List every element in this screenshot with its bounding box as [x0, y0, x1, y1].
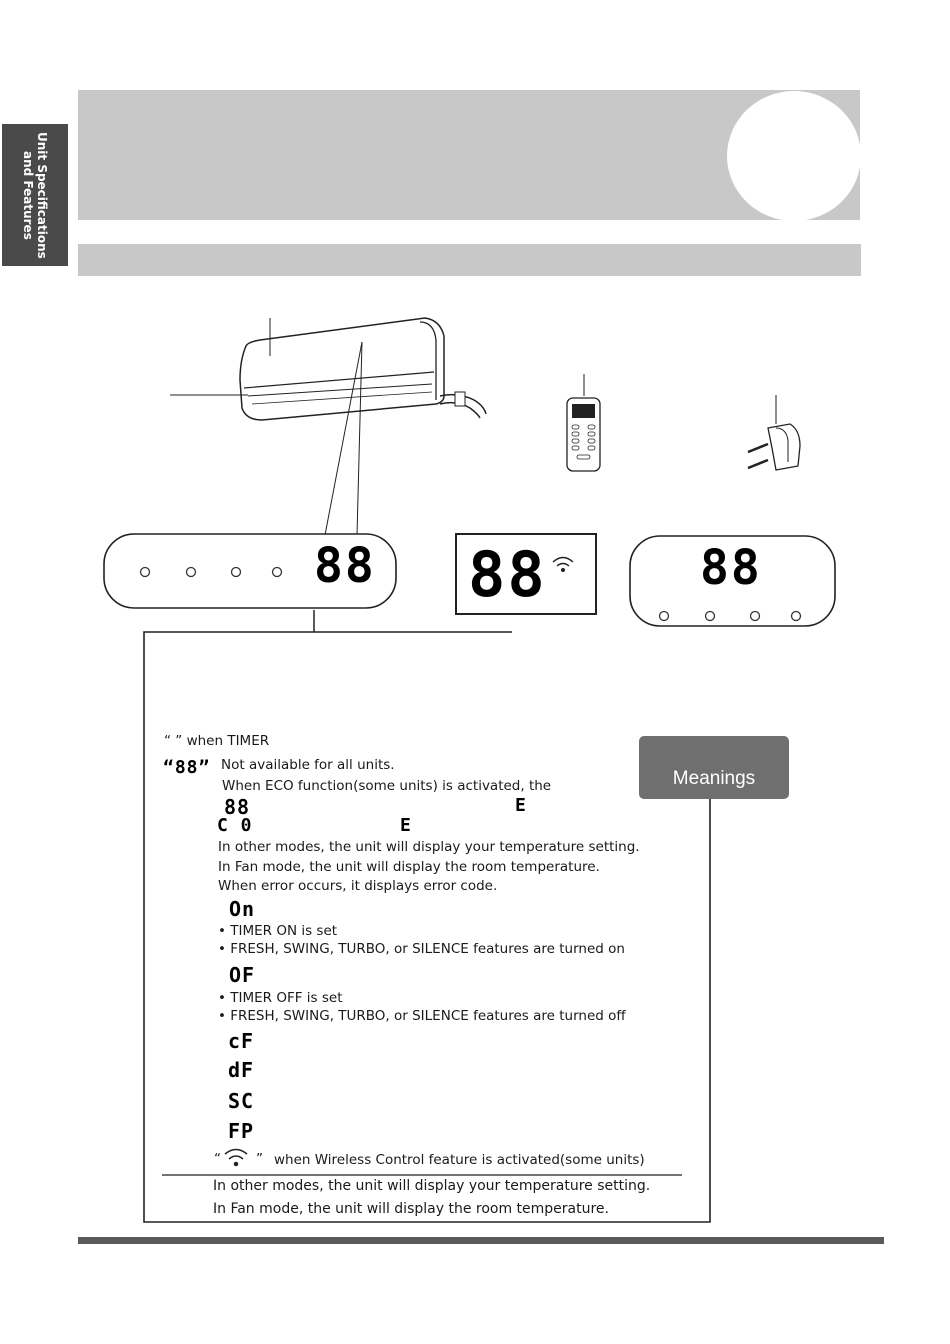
bottom-fan-mode-text: In Fan mode, the unit will display the room temperature. [213, 1201, 609, 1217]
timer-off-text: • TIMER OFF is set [218, 990, 343, 1006]
wifi-quote-close: ” [256, 1151, 263, 1167]
code-on: On [229, 897, 256, 921]
wifi-code: “88” [163, 757, 211, 778]
eco-code-1: 88 [224, 795, 251, 819]
features-off-text: • FRESH, SWING, TURBO, or SILENCE features are turned off [218, 1008, 626, 1024]
wifi-line-text: when Wireless Control feature is activated(some units) [274, 1152, 645, 1168]
error-code-text: When error occurs, it displays error code. [218, 878, 498, 894]
eco-code-e1: E [515, 795, 527, 816]
eco-code-2: C 0 [217, 815, 253, 836]
code-df: dF [228, 1058, 255, 1082]
code-of: OF [229, 963, 256, 987]
code-fp: FP [228, 1119, 255, 1143]
wifi-quote-open: “ [214, 1151, 221, 1167]
eco-line: When ECO function(some units) is activated, the [222, 778, 552, 794]
code-cf: cF [228, 1029, 255, 1053]
footer-bar [78, 1237, 884, 1244]
side-tab-label: Unit Specifications and Features [21, 131, 49, 259]
code-sc: SC [228, 1089, 255, 1113]
timer-quote-line: “ ” when TIMER [164, 733, 270, 749]
center-panel-display: 88 [468, 538, 547, 611]
meanings-badge: Meanings [639, 736, 789, 799]
features-on-text: • FRESH, SWING, TURBO, or SILENCE features are turned on [218, 941, 625, 957]
timer-on-text: • TIMER ON is set [218, 923, 338, 939]
not-available-text: Not available for all units. [221, 757, 395, 773]
eco-code-e2: E [400, 815, 412, 836]
fan-mode-text: In Fan mode, the unit will display the room temperature. [218, 859, 600, 875]
left-panel-display: 88 [314, 538, 376, 594]
other-modes-text: In other modes, the unit will display your temperature setting. [218, 839, 640, 855]
bottom-other-modes-text: In other modes, the unit will display your temperature setting. [213, 1178, 651, 1194]
right-panel-display: 88 [700, 540, 762, 596]
